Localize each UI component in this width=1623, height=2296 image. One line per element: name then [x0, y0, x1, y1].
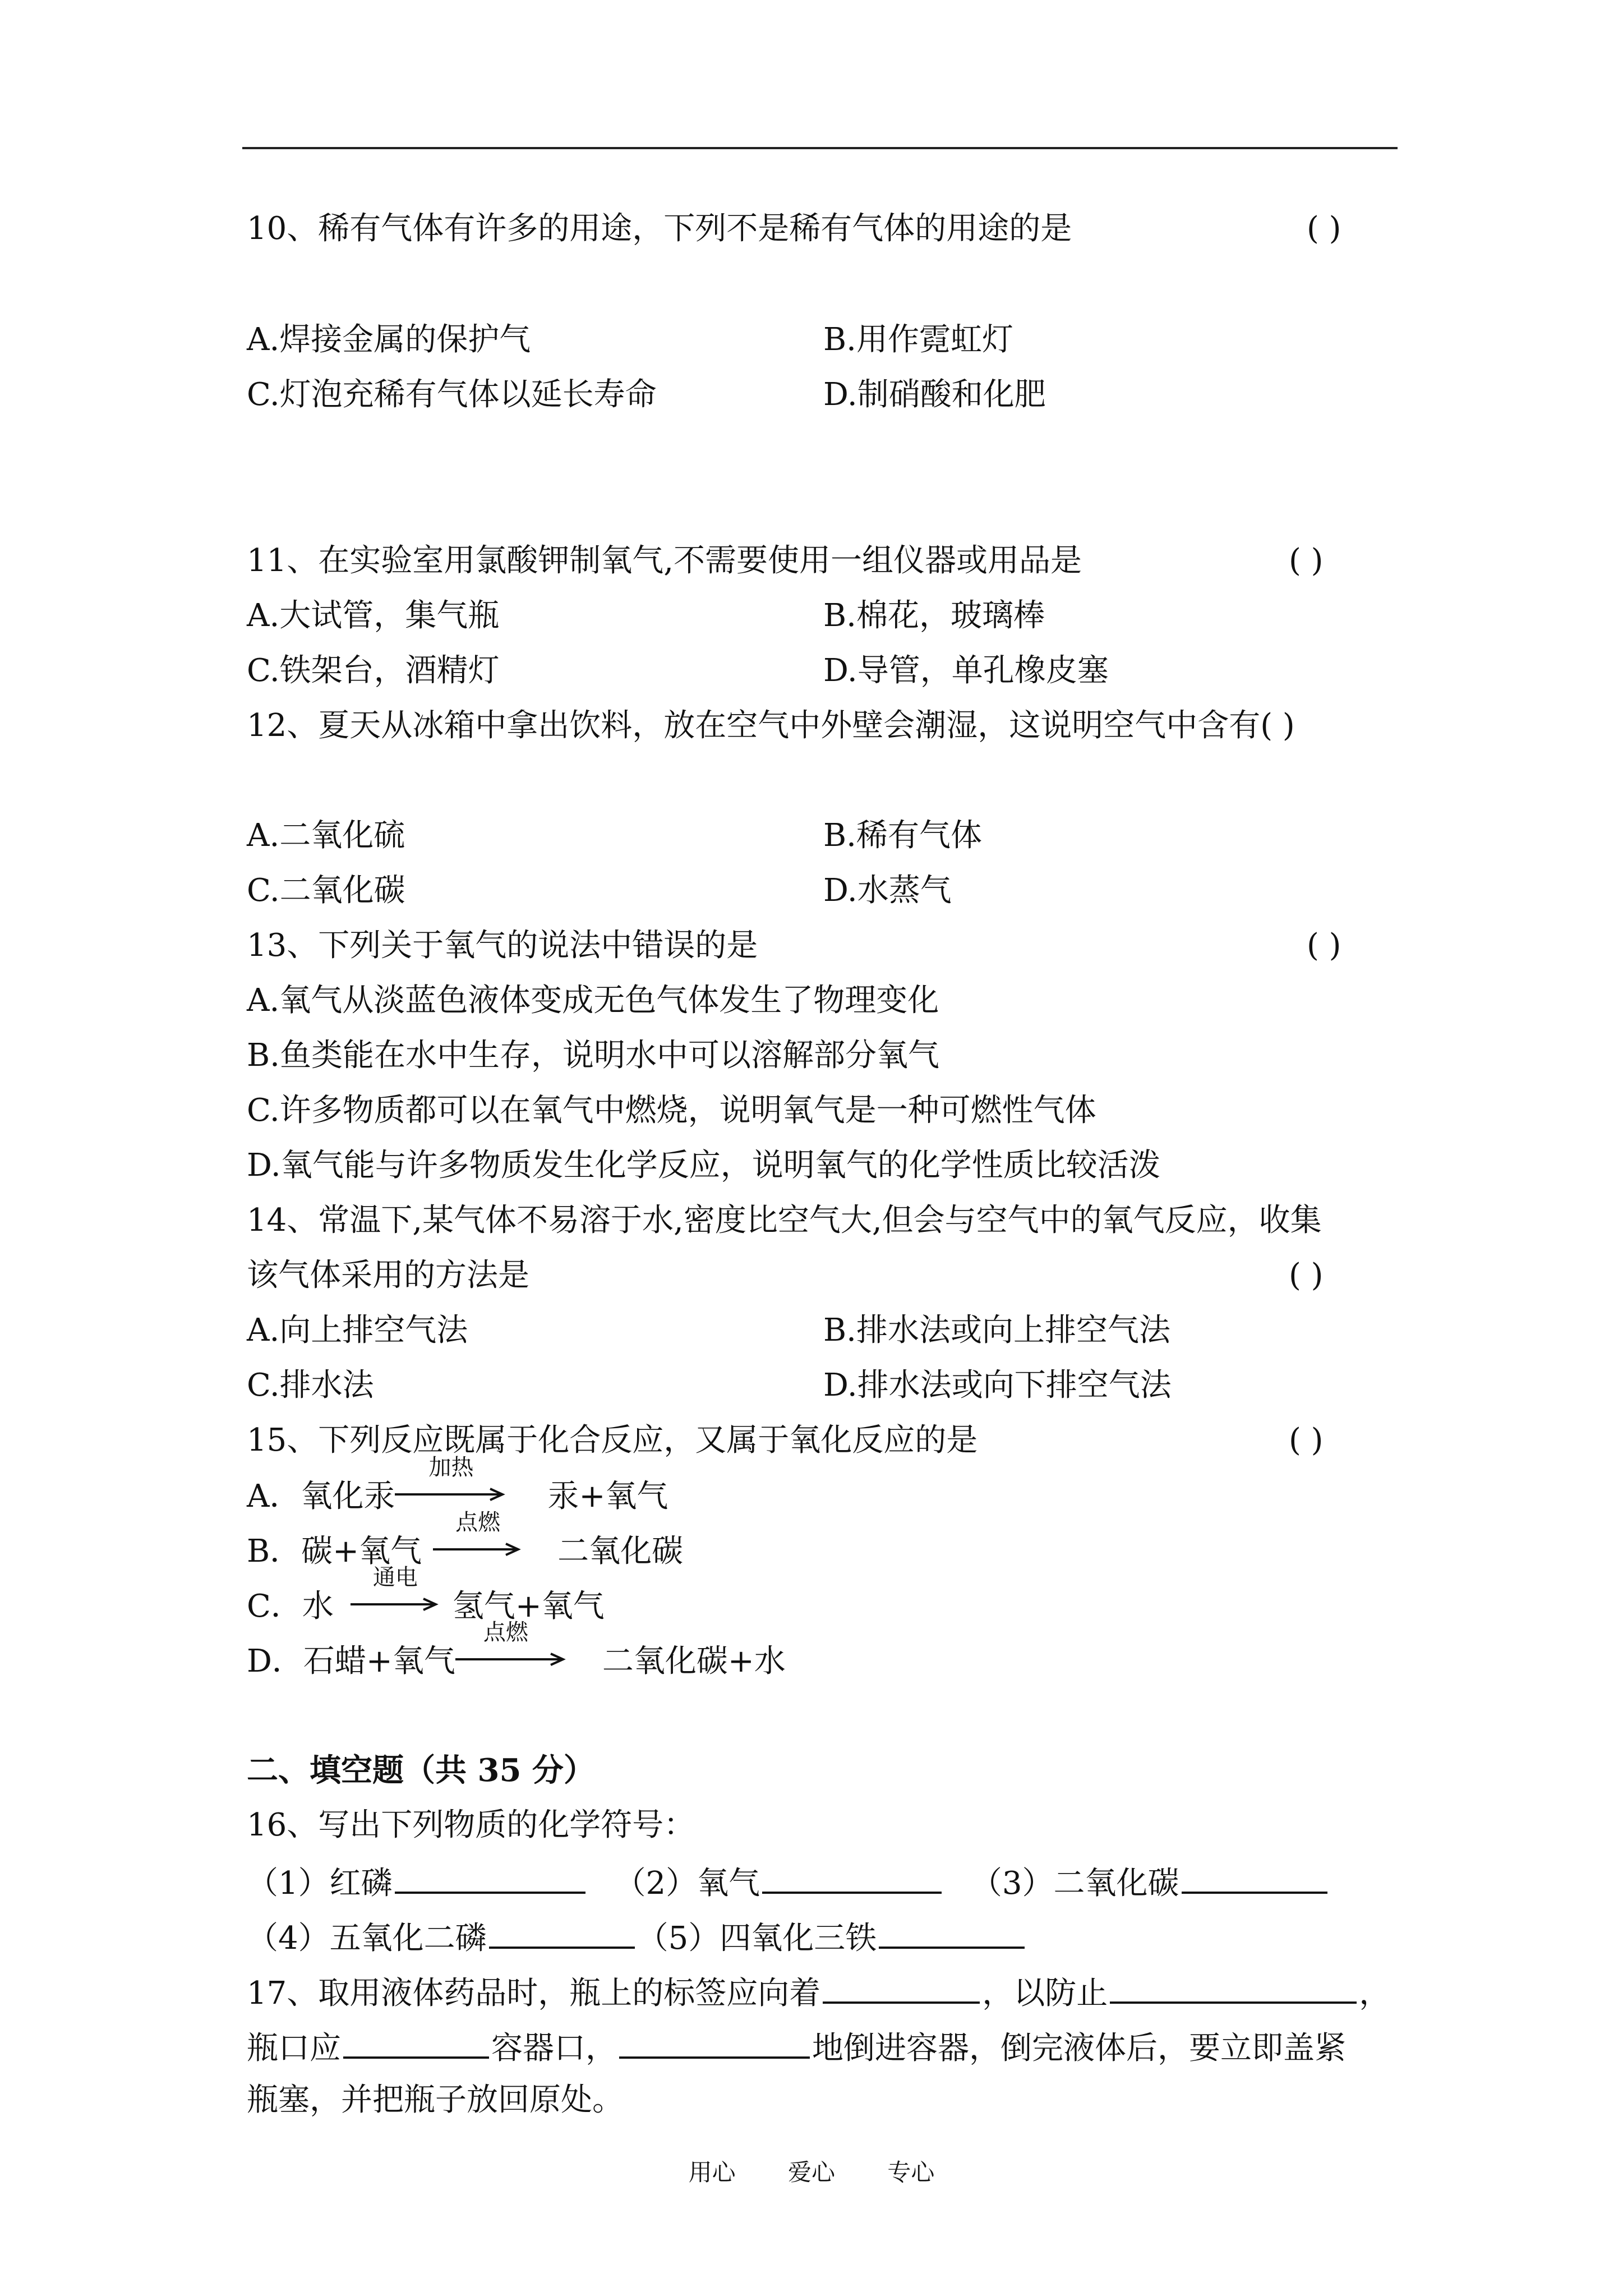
q17-line3: 瓶塞，并把瓶子放回原处。 — [247, 2082, 624, 2118]
q12-option-c: C.二氧化碳 — [247, 872, 405, 909]
q14-answer-paren: ( ) — [1289, 1257, 1324, 1294]
q15-stem: 15、下列反应既属于化合反应，又属于氧化反应的是 — [247, 1422, 978, 1458]
header-rule — [242, 147, 1398, 149]
section-heading: 二、填空题（共 35 分） — [247, 1752, 595, 1789]
reaction-arrow — [351, 1565, 440, 1617]
q14-stem-line2: 该气体采用的方法是 — [247, 1257, 529, 1294]
arrow-icon — [351, 1598, 440, 1611]
q17-line2 — [247, 2025, 1346, 2069]
q17-text: 17、取用液体药品时，瓶上的标签应向着 — [247, 1975, 821, 2012]
q17-text: 容器口， — [491, 2030, 617, 2067]
q11-option-d: D.导管，单孔橡皮塞 — [823, 652, 1109, 689]
q13-option-c: C.许多物质都可以在氧气中燃烧，说明氧气是一种可燃性气体 — [247, 1092, 1096, 1129]
answer-blank[interactable] — [343, 2025, 489, 2059]
answer-blank[interactable] — [762, 1860, 942, 1894]
reaction-condition: 通电 — [372, 1565, 418, 1590]
q11-stem: 11、在实验室用氯酸钾制氧气,不需要使用一组仪器或用品是 — [247, 542, 1082, 579]
reactants: 碳+氧气 — [301, 1533, 422, 1570]
footer-word: 用心 — [688, 2159, 736, 2186]
q16-row1 — [247, 1860, 1330, 1904]
q16-item-5: （5）四氧化三铁 — [637, 1920, 877, 1957]
q13-stem: 13、下列关于氧气的说法中错误的是 — [247, 927, 758, 964]
option-label: B． — [247, 1533, 302, 1570]
answer-blank[interactable] — [1110, 1970, 1357, 2004]
q15-option-d — [247, 1619, 786, 1682]
q12-option-d: D.水蒸气 — [823, 872, 952, 909]
reaction-arrow — [433, 1510, 523, 1562]
reactants: 氧化汞 — [301, 1478, 395, 1515]
q14-option-c: C.排水法 — [247, 1367, 374, 1404]
q17-text: ， — [1359, 1975, 1391, 2012]
reaction-condition: 点燃 — [483, 1619, 528, 1645]
reaction-condition: 加热 — [428, 1455, 474, 1480]
q16-item-4: （4）五氧化二磷 — [247, 1920, 487, 1957]
q11-option-b: B.棉花，玻璃棒 — [823, 597, 1045, 634]
answer-blank[interactable] — [879, 1915, 1025, 1949]
q13-option-a: A.氧气从淡蓝色液体变成无色气体发生了物理变化 — [247, 982, 939, 1019]
option-label: D． — [247, 1643, 303, 1680]
products: 氢气+氧气 — [452, 1588, 605, 1625]
q15-answer-paren: ( ) — [1289, 1422, 1324, 1458]
q13-answer-paren: ( ) — [1307, 927, 1341, 964]
q10-option-d: D.制硝酸和化肥 — [823, 376, 1046, 413]
footer-word: 专心 — [887, 2159, 935, 2186]
arrow-icon — [455, 1653, 568, 1666]
q10-option-c: C.灯泡充稀有气体以延长寿命 — [247, 376, 657, 413]
q16-stem: 16、写出下列物质的化学符号： — [247, 1807, 695, 1843]
products: 汞+氧气 — [547, 1478, 668, 1515]
q16-item-2: （2）氧气 — [614, 1865, 760, 1902]
products: 二氧化碳+水 — [602, 1643, 786, 1680]
q12-stem: 12、夏天从冰箱中拿出饮料，放在空气中外壁会潮湿，这说明空气中含有( ) — [247, 707, 1295, 744]
q16-row2 — [247, 1915, 1027, 1959]
q15-option-c — [247, 1565, 605, 1627]
q14-stem-line1: 14、常温下,某气体不易溶于水,密度比空气大,但会与空气中的氧气反应，收集 — [247, 1202, 1322, 1239]
answer-blank[interactable] — [489, 1915, 635, 1949]
answer-blank[interactable] — [823, 1970, 980, 2004]
reaction-arrow — [395, 1455, 507, 1507]
q12-option-a: A.二氧化硫 — [247, 817, 405, 854]
q14-option-d: D.排水法或向下排空气法 — [823, 1367, 1172, 1404]
footer-word: 爱心 — [787, 2159, 835, 2186]
answer-blank[interactable] — [395, 1860, 585, 1894]
reaction-arrow — [455, 1619, 568, 1672]
arrow-icon — [433, 1543, 523, 1556]
reaction-condition: 点燃 — [455, 1510, 501, 1535]
q10-answer-paren: ( ) — [1307, 210, 1341, 247]
q17-text: ，以防止 — [982, 1975, 1108, 2012]
q16-item-1: （1）红磷 — [247, 1865, 393, 1902]
reactants: 石蜡+氧气 — [303, 1643, 455, 1680]
q17-text: 瓶口应 — [247, 2030, 341, 2067]
arrow-icon — [395, 1488, 507, 1501]
option-label: A． — [247, 1478, 301, 1515]
q11-option-c: C.铁架台，酒精灯 — [247, 652, 500, 689]
q10-stem: 10、稀有气体有许多的用途，下列不是稀有气体的用途的是 — [247, 210, 1072, 247]
answer-blank[interactable] — [1182, 1860, 1327, 1894]
page-footer — [0, 2154, 1623, 2188]
q13-option-b: B.鱼类能在水中生存，说明水中可以溶解部分氧气 — [247, 1037, 939, 1074]
q10-option-b: B.用作霓虹灯 — [823, 321, 1013, 358]
q12-option-b: B.稀有气体 — [823, 817, 982, 854]
answer-blank[interactable] — [619, 2025, 810, 2059]
q17-line1 — [247, 1970, 1390, 2014]
q13-option-d: D.氧气能与许多物质发生化学反应，说明氧气的化学性质比较活泼 — [247, 1147, 1160, 1184]
q17-text: 地倒进容器，倒完液体后，要立即盖紧 — [812, 2030, 1346, 2067]
q10-option-a: A.焊接金属的保护气 — [247, 321, 531, 358]
reactants: 水 — [302, 1588, 334, 1625]
q11-option-a: A.大试管，集气瓶 — [247, 597, 500, 634]
q11-answer-paren: ( ) — [1289, 542, 1324, 579]
option-label: C． — [247, 1588, 302, 1625]
q14-option-b: B.排水法或向上排空气法 — [823, 1312, 1170, 1349]
q16-item-3: （3）二氧化碳 — [970, 1865, 1179, 1902]
q15-option-b — [247, 1510, 684, 1572]
q14-option-a: A.向上排空气法 — [247, 1312, 468, 1349]
products: 二氧化碳 — [557, 1533, 684, 1570]
